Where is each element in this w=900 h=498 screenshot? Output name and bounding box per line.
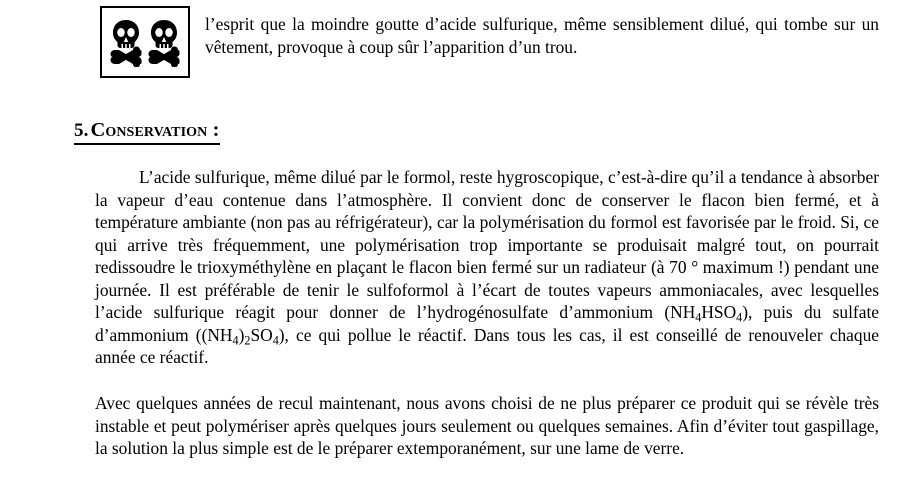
paragraph-text: Avec quelques années de recul maintenant, nous avons choisi de ne plus préparer ce produit qui se révèle très instable et peut polymériser après quelques jours seulement ou quelques semaines. Afin d’éviter tout gaspillage, la solution la plus simple est de le préparer extemporanément, sur une lame de verre. [95,393,879,459]
section-title: Conservation : [90,119,220,141]
body-paragraph-conservation [95,166,879,369]
chemical-formula-ammonium-sulfate [207,324,279,348]
chemical-formula-ammonium-hydrogensulfate [670,302,743,325]
paragraph-segment: ), puis du sulfate d’ammonium (( [95,302,879,345]
hazard-notice-text: l’esprit que la moindre goutte d’acide sulfurique, même sensiblement dilué, qui tombe sur un vêtement, provoque à coup sûr l’apparition d’un trou. [205,14,879,57]
skull-and-crossbones-icon [110,17,142,67]
formula-token: HSO [701,302,737,323]
formula-subscript: 4 [736,310,743,325]
paragraph-text [95,166,879,369]
skull-and-crossbones-icon [148,17,180,67]
formula-token: NH [207,324,233,345]
body-paragraph-recommendation [95,392,879,460]
formula-token: ) [238,324,245,345]
formula-token: SO [250,324,273,345]
formula-subscript: 4 [695,310,702,325]
formula-token: NH [670,302,696,323]
formula-subscript: 2 [244,333,251,348]
formula-subscript: 4 [232,333,239,348]
hazard-pictogram-box [100,6,190,78]
section-number: 5. [74,120,89,141]
section-heading [74,119,220,145]
paragraph-segment: ), ce qui pollue le réactif. Dans tous les cas, il est conseillé de renouveler chaque année ce réactif. [95,324,879,368]
paragraph-segment: L’acide sulfurique, même dilué par le formol, reste hygroscopique, c’est-à-dire qu’il a tendance à absorber la vapeur d’eau contenue dans l’atmosphère. Il convient donc de conserver le flacon bien fermé, et à température ambiante (non pas au réfrigérateur), car la polymérisation du formol est favorisée par le froid. Si, ce qui arrive très fréquemment, une polymérisation trop importante se produisait malgré tout, on pourrait redissoudre le trioxyméthylène en plaçant le flacon bien fermé sur un radiateur (à 70 ° maximum !) pendant une journée. Il est préférable de tenir le sulfoformol à l’écart de toutes vapeurs ammoniacales, avec lesquelles l’acide sulfurique réagit pour donner de l’hydrogénosulfate d’ammonium ( [95,167,879,323]
formula-subscript: 4 [272,333,279,348]
